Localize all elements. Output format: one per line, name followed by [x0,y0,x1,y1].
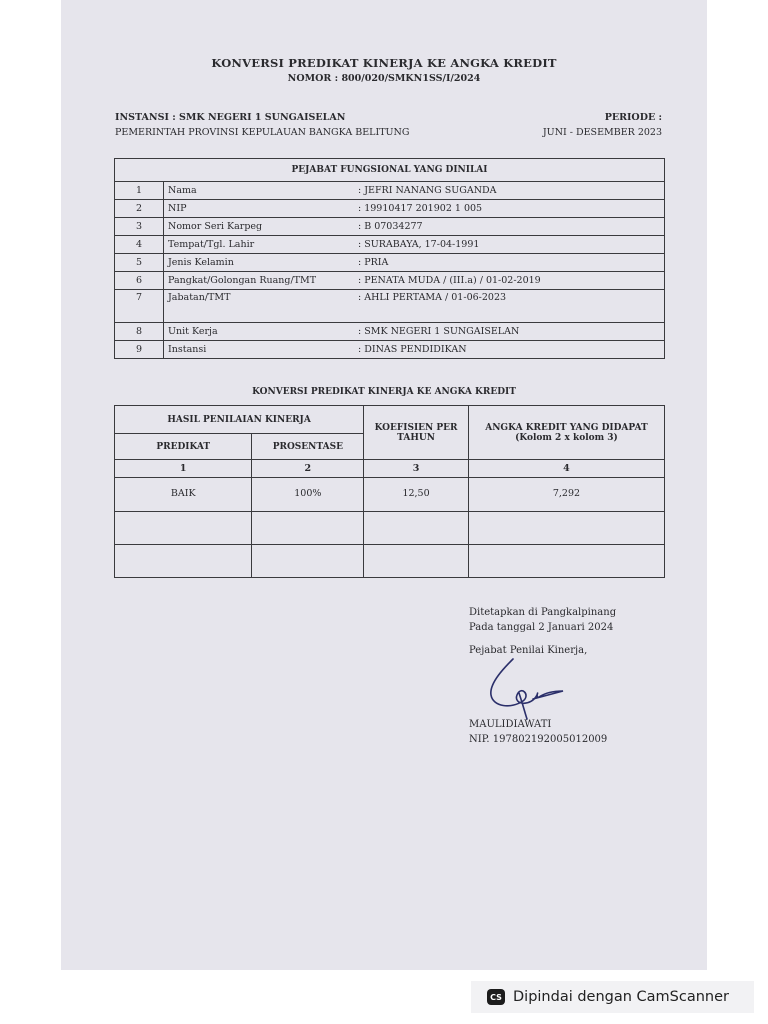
table-row [115,460,665,478]
table-row [115,200,665,218]
konversi-table [114,405,665,578]
row-number: 4 [115,236,164,254]
empty-cell [115,545,252,578]
row-value: : PENATA MUDA / (III.a) / 01-02-2019 [358,272,665,290]
pejabat-heading: PEJABAT FUNGSIONAL YANG DINILAI [115,159,665,182]
table-row [115,341,665,359]
konversi-heading: KONVERSI PREDIKAT KINERJA KE ANGKA KREDIT [252,387,516,397]
table-row [115,218,665,236]
empty-cell [364,545,469,578]
signature-nip: NIP. 197802192005012009 [469,734,608,745]
column-number: 3 [364,460,469,478]
row-number: 3 [115,218,164,236]
row-number: 2 [115,200,164,218]
row-value: : DINAS PENDIDIKAN [358,341,665,359]
table-row [115,254,665,272]
row-value: : AHLI PERTAMA / 01-06-2023 [358,290,665,323]
empty-cell [252,545,364,578]
document-number: NOMOR : 800/020/SMKN1SS/I/2024 [287,73,481,84]
table-row [115,512,665,545]
angka-kredit-value: 7,292 [468,478,664,512]
handwritten-signature [473,655,573,725]
row-value: : SMK NEGERI 1 SUNGAISELAN [358,323,665,341]
header-hasil: HASIL PENILAIAN KINERJA [115,406,364,434]
instansi-label: INSTANSI : SMK NEGERI 1 SUNGAISELAN [115,112,346,123]
empty-cell [115,512,252,545]
periode-value: JUNI - DESEMBER 2023 [542,127,662,138]
koefisien-value: 12,50 [364,478,469,512]
camscanner-logo-icon: CS [487,989,505,1005]
prosentase-value: 100% [252,478,364,512]
row-number: 9 [115,341,164,359]
row-label: Instansi [164,341,359,359]
column-number: 4 [468,460,664,478]
empty-cell [468,545,664,578]
watermark-text: Dipindai dengan CamScanner [513,989,730,1005]
table-row [115,272,665,290]
row-label: Pangkat/Golongan Ruang/TMT [164,272,359,290]
row-number: 1 [115,182,164,200]
row-label: Nomor Seri Karpeg [164,218,359,236]
signature-name: MAULIDIAWATI [469,719,552,730]
signature-date: Pada tanggal 2 Januari 2024 [469,622,614,633]
header-koefisien: KOEFISIEN PER TAHUN [364,406,469,460]
empty-cell [252,512,364,545]
row-label: Unit Kerja [164,323,359,341]
row-value: : PRIA [358,254,665,272]
header-predikat: PREDIKAT [115,434,252,460]
row-value: : JEFRI NANANG SUGANDA [358,182,665,200]
table-row [115,323,665,341]
row-number: 6 [115,272,164,290]
table-row [115,545,665,578]
column-number: 2 [252,460,364,478]
row-label: Jenis Kelamin [164,254,359,272]
row-number: 5 [115,254,164,272]
row-value: : 19910417 201902 1 005 [358,200,665,218]
table-row [115,182,665,200]
table-row [115,290,665,323]
row-label: Jabatan/TMT [164,290,359,323]
scanned-page [61,0,707,970]
row-value: : B 07034277 [358,218,665,236]
empty-cell [468,512,664,545]
column-number: 1 [115,460,252,478]
camscanner-watermark [471,981,754,1013]
pejabat-table [114,158,665,359]
row-number: 8 [115,323,164,341]
header-prosentase: PROSENTASE [252,434,364,460]
row-label: Nama [164,182,359,200]
instansi-subtitle: PEMERINTAH PROVINSI KEPULAUAN BANGKA BELITUNG [115,127,410,138]
document [61,0,707,970]
row-value: : SURABAYA, 17-04-1991 [358,236,665,254]
table-row [115,478,665,512]
row-number: 7 [115,290,164,323]
empty-cell [364,512,469,545]
signature-role: Pejabat Penilai Kinerja, [469,645,588,656]
document-title: KONVERSI PREDIKAT KINERJA KE ANGKA KREDIT [211,56,557,70]
periode-label: PERIODE : [604,112,662,123]
predikat-value: BAIK [115,478,252,512]
row-label: NIP [164,200,359,218]
signature-place: Ditetapkan di Pangkalpinang [469,607,617,618]
table-row [115,236,665,254]
header-angka-kredit: ANGKA KREDIT YANG DIDAPAT (Kolom 2 x kolom 3) [468,406,664,460]
row-label: Tempat/Tgl. Lahir [164,236,359,254]
